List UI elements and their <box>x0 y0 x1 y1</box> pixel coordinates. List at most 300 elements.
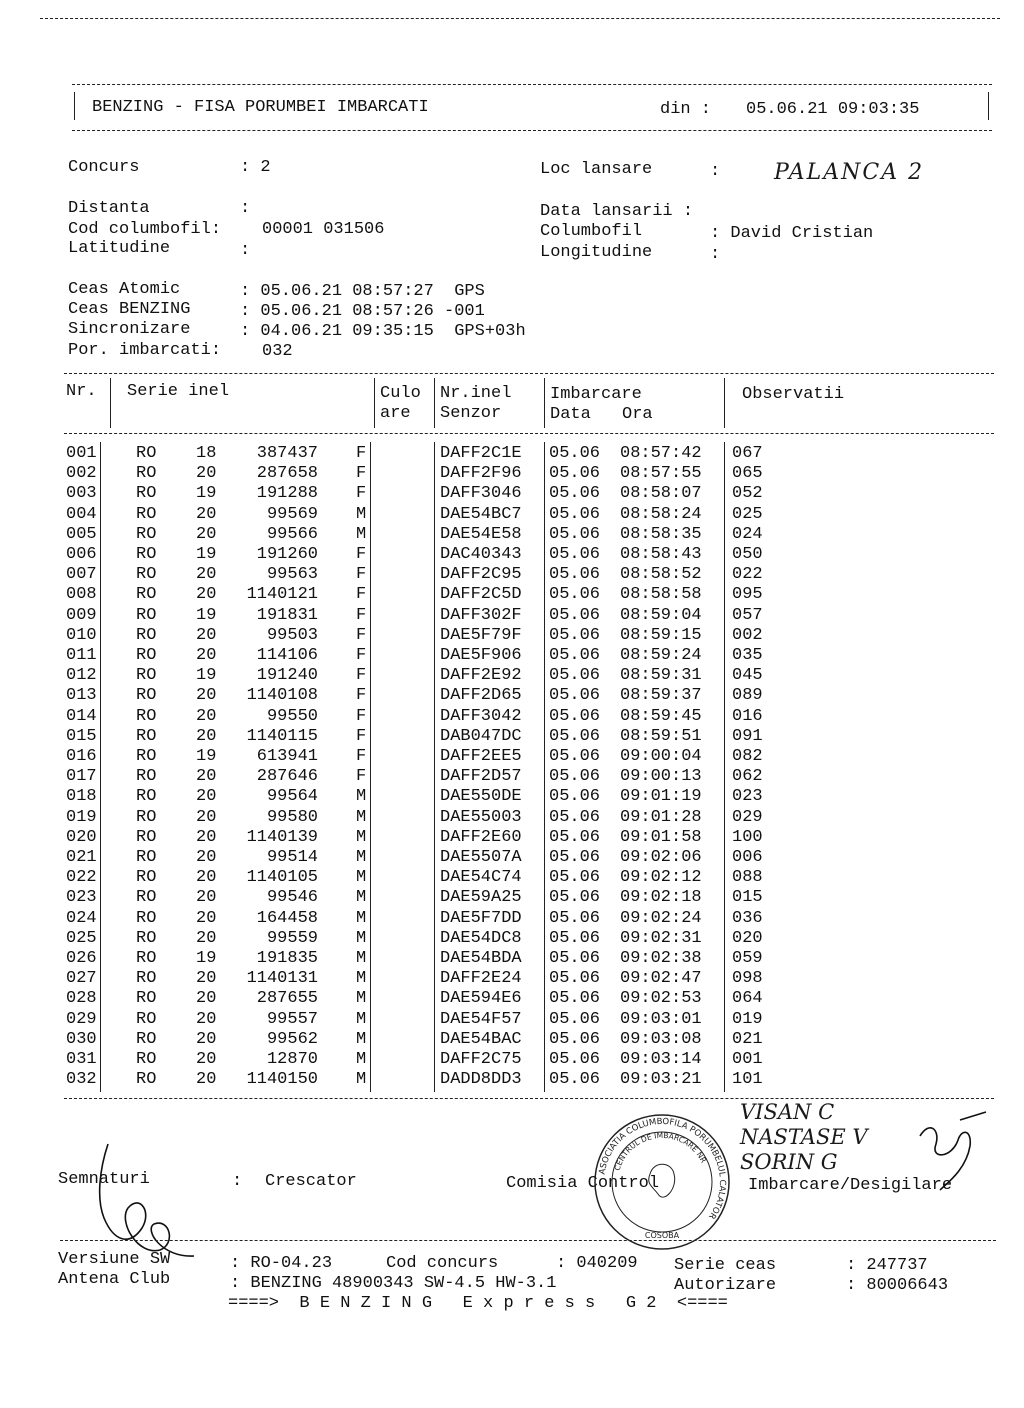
cell-tara: RO <box>136 908 157 928</box>
cell-nr: 007 <box>66 565 97 585</box>
cell-ora: 08:58:35 <box>620 524 702 544</box>
cell-an: 20 <box>196 646 217 665</box>
cell-senzor: DAE54BC7 <box>440 504 522 524</box>
cell-ora: 09:02:12 <box>620 868 702 888</box>
table-row <box>0 686 1024 706</box>
cell-an: 20 <box>196 565 217 585</box>
cell-an: 20 <box>196 807 217 827</box>
antena-club-label: Antena Club <box>58 1270 171 1289</box>
cell-observatii: 029 <box>732 807 763 827</box>
cell-inel: 191240 <box>256 666 318 686</box>
cell-ora: 09:02:53 <box>620 989 702 1009</box>
cell-observatii: 100 <box>732 827 763 847</box>
cell-tara: RO <box>136 747 157 766</box>
cell-nr: 030 <box>66 1029 97 1049</box>
table-row <box>0 565 1024 585</box>
table-row <box>0 707 1024 727</box>
cell-sex: M <box>356 807 367 827</box>
association-stamp <box>592 1112 732 1252</box>
cell-tara: RO <box>136 949 157 968</box>
cell-senzor: DAE594E6 <box>440 989 522 1009</box>
cell-an: 20 <box>196 1029 217 1049</box>
cell-senzor: DAFF2D65 <box>440 686 522 706</box>
ceas-atomic-label: Ceas Atomic <box>68 280 181 299</box>
cell-sex: F <box>356 545 367 564</box>
cell-sex: M <box>356 969 367 989</box>
cell-nr: 018 <box>66 787 97 807</box>
cell-observatii: 015 <box>732 888 763 908</box>
cell-data: 05.06 <box>549 1029 601 1049</box>
cell-data: 05.06 <box>549 565 601 585</box>
cell-data: 05.06 <box>549 504 601 524</box>
cell-sex: F <box>356 565 367 585</box>
cell-sex: F <box>356 706 367 726</box>
cell-senzor: DAE54E58 <box>440 524 522 544</box>
cell-tara: RO <box>136 504 157 524</box>
cell-data: 05.06 <box>549 625 601 645</box>
cell-sex: M <box>356 1029 367 1049</box>
cell-ora: 08:58:07 <box>620 484 702 504</box>
cell-senzor: DAE54BDA <box>440 949 522 968</box>
cell-sex: M <box>356 1009 367 1029</box>
cell-an: 20 <box>196 1070 217 1090</box>
semnaturi-label: Semnaturi <box>58 1170 150 1189</box>
stamp-bottom-text: COSOBA <box>644 1231 680 1240</box>
cell-senzor: DAE550DE <box>440 787 522 807</box>
loc-lansare-handwritten: PALANCA 2 <box>774 160 925 185</box>
table-row <box>0 525 1024 545</box>
cell-tara: RO <box>136 1009 157 1029</box>
cell-inel: 191288 <box>256 484 318 504</box>
cell-observatii: 062 <box>732 767 763 787</box>
header-right-bar <box>988 92 989 120</box>
cell-ora: 09:03:21 <box>620 1070 702 1090</box>
versiune-label: Versiune SW <box>58 1250 171 1269</box>
table-row <box>0 969 1024 989</box>
por-imbarcati-label: Por. imbarcati: <box>68 341 222 360</box>
col-sep-2 <box>374 378 375 428</box>
cell-data: 05.06 <box>549 585 601 605</box>
cell-inel: 191835 <box>256 949 318 968</box>
latitudine-colon: : <box>240 241 251 260</box>
cell-ora: 08:59:15 <box>620 625 702 645</box>
table-row <box>0 444 1024 464</box>
cell-senzor: DAFF2C5D <box>440 585 522 605</box>
cell-observatii: 023 <box>732 787 763 807</box>
serie-ceas-value: : 247737 <box>846 1256 928 1275</box>
cell-inel: 99562 <box>266 1029 318 1049</box>
cell-nr: 032 <box>66 1070 97 1090</box>
cell-tara: RO <box>136 484 157 504</box>
cell-an: 20 <box>196 928 217 948</box>
cell-data: 05.06 <box>549 848 601 867</box>
cell-tara: RO <box>136 1029 157 1049</box>
cell-data: 05.06 <box>549 787 601 807</box>
cell-inel: 99569 <box>266 504 318 524</box>
cell-observatii: 088 <box>732 868 763 888</box>
stamp-outer-text: ASOCIATIA COLUMBOFILA PORUMBELUL CALATOR <box>597 1116 728 1221</box>
cell-observatii: 024 <box>732 524 763 544</box>
cell-sex: F <box>356 767 367 787</box>
cell-nr: 002 <box>66 464 97 484</box>
signature-desigilare-scribble <box>900 1100 996 1200</box>
cell-senzor: DAE5507A <box>440 848 522 867</box>
cell-tara: RO <box>136 1050 157 1069</box>
table-bottom-rule <box>64 1098 994 1099</box>
cell-senzor: DADD8DD3 <box>440 1070 522 1090</box>
longitudine-label: Longitudine <box>540 243 653 262</box>
table-row <box>0 888 1024 908</box>
cell-data: 05.06 <box>549 928 601 948</box>
por-imbarcati-value: 032 <box>262 342 293 361</box>
cell-tara: RO <box>136 706 157 726</box>
cell-nr: 023 <box>66 888 97 908</box>
cell-an: 20 <box>196 848 217 867</box>
cell-an: 20 <box>196 1009 217 1029</box>
cell-nr: 024 <box>66 908 97 928</box>
ceas-benzing-label: Ceas BENZING <box>68 300 191 319</box>
cell-senzor: DAFF2EE5 <box>440 747 522 766</box>
cell-senzor: DAFF2C95 <box>440 565 522 585</box>
cell-tara: RO <box>136 1070 157 1090</box>
col-nrinel-header: Nr.inel <box>440 384 512 403</box>
cell-sex: F <box>356 726 367 746</box>
cell-observatii: 020 <box>732 928 763 948</box>
table-row <box>0 909 1024 929</box>
cell-nr: 020 <box>66 827 97 847</box>
cell-nr: 005 <box>66 524 97 544</box>
cell-sex: F <box>356 666 367 686</box>
distanta-label: Distanta <box>68 199 150 218</box>
cell-an: 19 <box>196 605 217 625</box>
cell-sex: F <box>356 444 367 463</box>
cell-tara: RO <box>136 868 157 888</box>
cell-data: 05.06 <box>549 524 601 544</box>
cell-an: 20 <box>196 888 217 908</box>
cell-observatii: 006 <box>732 848 763 867</box>
cell-ora: 08:59:51 <box>620 726 702 746</box>
cell-inel: 287646 <box>256 767 318 787</box>
cell-inel: 1140115 <box>246 726 318 746</box>
cell-nr: 009 <box>66 605 97 625</box>
table-row <box>0 828 1024 848</box>
cell-an: 20 <box>196 969 217 989</box>
cod-concurs-value: : 040209 <box>556 1254 638 1273</box>
cell-nr: 013 <box>66 686 97 706</box>
cell-ora: 08:59:24 <box>620 646 702 665</box>
cell-an: 20 <box>196 686 217 706</box>
cell-observatii: 098 <box>732 969 763 989</box>
comisia-label: Comisia Control <box>506 1174 660 1193</box>
cell-inel: 613941 <box>256 747 318 766</box>
imbarcare-label: Imbarcare/Desigilare <box>748 1176 953 1195</box>
cell-inel: 191831 <box>256 605 318 625</box>
col-sep-3 <box>434 378 435 428</box>
loc-lansare-colon: : <box>710 162 721 181</box>
cell-ora: 08:59:37 <box>620 686 702 706</box>
cell-nr: 001 <box>66 444 97 463</box>
header-left-bar <box>74 92 75 120</box>
cell-ora: 09:03:01 <box>620 1009 702 1029</box>
cell-inel: 287658 <box>256 464 318 484</box>
table-row <box>0 545 1024 565</box>
col-observatii-header: Observatii <box>742 385 845 404</box>
col-data-header: Data <box>550 405 591 424</box>
cell-inel: 12870 <box>266 1050 318 1069</box>
cell-inel: 99546 <box>266 888 318 908</box>
cell-data: 05.06 <box>549 706 601 726</box>
cell-observatii: 019 <box>732 1009 763 1029</box>
cell-data: 05.06 <box>549 969 601 989</box>
cell-nr: 004 <box>66 504 97 524</box>
cell-nr: 028 <box>66 989 97 1009</box>
cell-inel: 99514 <box>266 848 318 867</box>
hand-name-1: VISAN C <box>740 1100 835 1124</box>
cell-inel: 1140131 <box>246 969 318 989</box>
autorizare-label: Autorizare <box>674 1276 777 1295</box>
cell-observatii: 021 <box>732 1029 763 1049</box>
cell-tara: RO <box>136 726 157 746</box>
cell-inel: 387437 <box>256 444 318 463</box>
table-row <box>0 1050 1024 1070</box>
table-row <box>0 464 1024 484</box>
cell-an: 20 <box>196 767 217 787</box>
latitudine-label: Latitudine <box>68 239 171 258</box>
cell-observatii: 101 <box>732 1070 763 1090</box>
col-culo-header: Culo <box>380 384 421 403</box>
cell-inel: 1140139 <box>246 827 318 847</box>
cell-sex: F <box>356 625 367 645</box>
cell-sex: M <box>356 524 367 544</box>
semnaturi-colon: : <box>232 1172 243 1191</box>
cell-tara: RO <box>136 848 157 867</box>
cell-sex: M <box>356 908 367 928</box>
cell-tara: RO <box>136 646 157 665</box>
cell-senzor: DAFF2C75 <box>440 1050 522 1069</box>
table-row <box>0 868 1024 888</box>
col-sep-5 <box>724 378 725 428</box>
cell-nr: 031 <box>66 1050 97 1069</box>
cell-an: 19 <box>196 545 217 564</box>
table-row <box>0 1010 1024 1030</box>
cell-ora: 08:58:43 <box>620 545 702 564</box>
cell-sex: F <box>356 747 367 766</box>
col-serie-header: Serie inel <box>127 382 230 401</box>
cell-sex: M <box>356 848 367 867</box>
cell-data: 05.06 <box>549 545 601 564</box>
sincronizare-label: Sincronizare <box>68 320 191 339</box>
cell-data: 05.06 <box>549 908 601 928</box>
cell-sex: M <box>356 868 367 888</box>
cell-an: 19 <box>196 666 217 686</box>
cell-nr: 017 <box>66 767 97 787</box>
cell-ora: 09:03:14 <box>620 1050 702 1069</box>
cell-observatii: 065 <box>732 464 763 484</box>
cell-an: 19 <box>196 484 217 504</box>
cell-nr: 022 <box>66 868 97 888</box>
table-row <box>0 666 1024 686</box>
cell-senzor: DAFF2E24 <box>440 969 522 989</box>
cell-inel: 1140108 <box>246 686 318 706</box>
table-header-top-rule <box>64 373 994 374</box>
cell-inel: 99564 <box>266 787 318 807</box>
cell-nr: 003 <box>66 484 97 504</box>
cell-observatii: 001 <box>732 1050 763 1069</box>
cell-tara: RO <box>136 767 157 787</box>
cell-observatii: 059 <box>732 949 763 968</box>
cell-nr: 012 <box>66 666 97 686</box>
cell-observatii: 089 <box>732 686 763 706</box>
cell-senzor: DAE59A25 <box>440 888 522 908</box>
cell-inel: 99563 <box>266 565 318 585</box>
table-row <box>0 606 1024 626</box>
cell-tara: RO <box>136 464 157 484</box>
cell-tara: RO <box>136 444 157 463</box>
autorizare-value: : 80006643 <box>846 1276 949 1295</box>
cell-an: 20 <box>196 706 217 726</box>
cell-sex: M <box>356 949 367 968</box>
header-bottom-rule <box>72 130 992 131</box>
cell-senzor: DAE54DC8 <box>440 928 522 948</box>
cell-tara: RO <box>136 625 157 645</box>
loc-lansare-label: Loc lansare <box>540 160 653 179</box>
cell-nr: 011 <box>66 646 97 665</box>
cell-observatii: 022 <box>732 565 763 585</box>
cell-data: 05.06 <box>549 1009 601 1029</box>
cell-nr: 008 <box>66 585 97 605</box>
col-senzor-header: Senzor <box>440 404 502 423</box>
serie-ceas-label: Serie ceas <box>674 1256 777 1275</box>
cell-ora: 08:57:55 <box>620 464 702 484</box>
cell-sex: M <box>356 504 367 524</box>
antena-club-value: : BENZING 48900343 SW-4.5 HW-3.1 <box>230 1274 557 1293</box>
cell-data: 05.06 <box>549 484 601 504</box>
cell-senzor: DAE5F906 <box>440 646 522 665</box>
header-date-value: 05.06.21 09:03:35 <box>746 100 920 119</box>
col-are-header: are <box>380 404 411 423</box>
table-row <box>0 484 1024 504</box>
table-row <box>0 929 1024 949</box>
cell-inel: 164458 <box>256 908 318 928</box>
cell-ora: 08:57:42 <box>620 444 702 463</box>
col-nr-header: Nr. <box>66 382 97 401</box>
cell-data: 05.06 <box>549 646 601 665</box>
cell-inel: 1140150 <box>246 1070 318 1090</box>
cell-an: 18 <box>196 444 217 463</box>
sincronizare-value: : 04.06.21 09:35:15 GPS+03h <box>240 322 526 341</box>
cell-senzor: DAFF2E60 <box>440 827 522 847</box>
cell-tara: RO <box>136 605 157 625</box>
cell-data: 05.06 <box>549 767 601 787</box>
crescator-label: Crescator <box>265 1172 357 1191</box>
cell-nr: 015 <box>66 726 97 746</box>
cell-data: 05.06 <box>549 989 601 1009</box>
columbofil-value: : David Cristian <box>710 224 874 243</box>
cell-ora: 08:58:24 <box>620 504 702 524</box>
cell-ora: 08:58:58 <box>620 585 702 605</box>
cell-data: 05.06 <box>549 464 601 484</box>
cell-an: 19 <box>196 949 217 968</box>
cell-an: 20 <box>196 625 217 645</box>
cod-columbofil-value: 00001 031506 <box>262 220 385 239</box>
stamp-inner-text: CENTRUL DE IMBARCARE NR <box>612 1130 709 1172</box>
concurs-value: : 2 <box>240 158 271 177</box>
cell-nr: 014 <box>66 706 97 726</box>
cell-ora: 09:02:47 <box>620 969 702 989</box>
cell-data: 05.06 <box>549 888 601 908</box>
cell-sex: F <box>356 646 367 665</box>
table-row <box>0 585 1024 605</box>
cell-data: 05.06 <box>549 605 601 625</box>
table-row <box>0 626 1024 646</box>
cell-an: 20 <box>196 1050 217 1069</box>
cell-data: 05.06 <box>549 949 601 968</box>
cell-senzor: DAC40343 <box>440 545 522 564</box>
cell-an: 20 <box>196 464 217 484</box>
cell-observatii: 025 <box>732 504 763 524</box>
cell-inel: 99566 <box>266 524 318 544</box>
cell-observatii: 016 <box>732 706 763 726</box>
cell-observatii: 067 <box>732 444 763 463</box>
cell-tara: RO <box>136 686 157 706</box>
cell-data: 05.06 <box>549 868 601 888</box>
cell-an: 20 <box>196 726 217 746</box>
header-top-rule <box>72 84 992 85</box>
cell-data: 05.06 <box>549 827 601 847</box>
cell-inel: 1140121 <box>246 585 318 605</box>
cell-tara: RO <box>136 807 157 827</box>
cell-data: 05.06 <box>549 686 601 706</box>
cell-senzor: DAFF2C1E <box>440 444 522 463</box>
cell-sex: M <box>356 989 367 1009</box>
cell-tara: RO <box>136 888 157 908</box>
cell-data: 05.06 <box>549 807 601 827</box>
cell-observatii: 057 <box>732 605 763 625</box>
cell-inel: 99557 <box>266 1009 318 1029</box>
table-row <box>0 505 1024 525</box>
cell-sex: F <box>356 585 367 605</box>
table-row <box>0 1030 1024 1050</box>
cell-data: 05.06 <box>549 1070 601 1090</box>
cell-an: 20 <box>196 504 217 524</box>
cell-ora: 09:02:18 <box>620 888 702 908</box>
cell-ora: 08:59:31 <box>620 666 702 686</box>
cell-data: 05.06 <box>549 747 601 766</box>
cell-ora: 09:02:38 <box>620 949 702 968</box>
cell-inel: 99550 <box>266 706 318 726</box>
cell-sex: F <box>356 686 367 706</box>
cell-ora: 08:58:52 <box>620 565 702 585</box>
cell-inel: 99559 <box>266 928 318 948</box>
cell-ora: 09:01:58 <box>620 827 702 847</box>
cell-an: 20 <box>196 524 217 544</box>
cell-nr: 019 <box>66 807 97 827</box>
cell-inel: 191260 <box>256 545 318 564</box>
cell-ora: 09:00:04 <box>620 747 702 766</box>
cod-concurs-label: Cod concurs <box>386 1254 499 1273</box>
cell-observatii: 050 <box>732 545 763 564</box>
cell-ora: 08:59:45 <box>620 706 702 726</box>
table-row <box>0 767 1024 787</box>
cell-tara: RO <box>136 969 157 989</box>
cell-sex: F <box>356 484 367 504</box>
cell-senzor: DAE54F57 <box>440 1009 522 1029</box>
cell-tara: RO <box>136 565 157 585</box>
cell-inel: 114106 <box>256 646 318 665</box>
cell-inel: 1140105 <box>246 868 318 888</box>
cell-an: 20 <box>196 585 217 605</box>
cell-tara: RO <box>136 585 157 605</box>
